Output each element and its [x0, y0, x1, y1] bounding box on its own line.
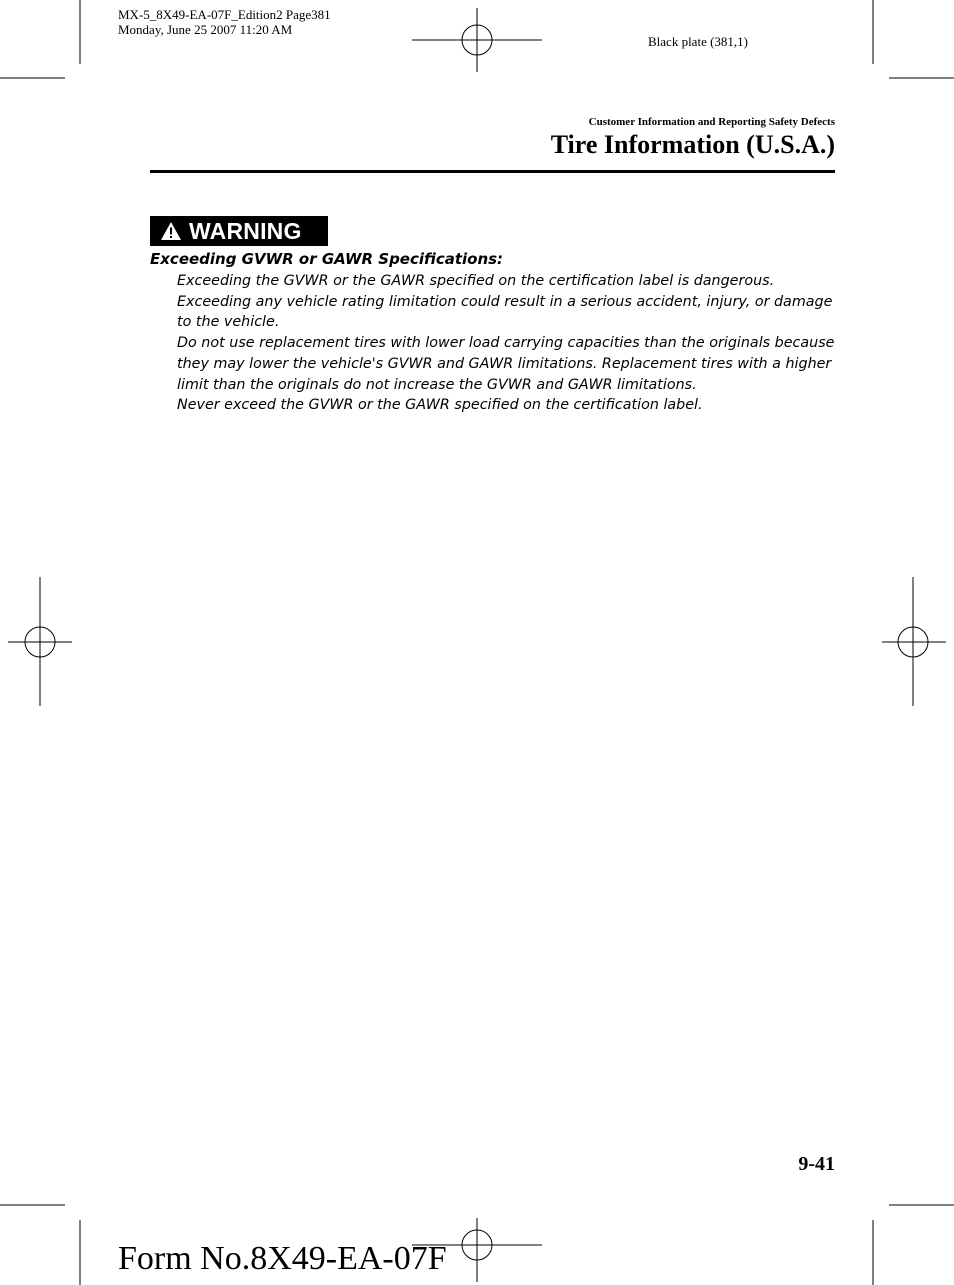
form-number: Form No.8X49-EA-07F: [118, 1240, 447, 1277]
warning-badge: [150, 216, 328, 246]
registration-mark-left: [8, 577, 72, 706]
print-info: [118, 7, 331, 37]
plate-label: Black plate (381,1): [648, 34, 748, 49]
section-label: Customer Information and Reporting Safety Defects: [588, 116, 835, 128]
warning-body: [177, 271, 837, 416]
print-date-line: Monday, June 25 2007 11:20 AM: [118, 22, 293, 37]
warning-paragraph: Exceeding the GVWR or the GAWR specified on the certification label is dangerous. Exceeding any vehicle rating limitation could result in a serious accident, injury, or damage to the vehicle.: [177, 273, 833, 331]
warning-heading: Exceeding GVWR or GAWR Specifications:: [150, 250, 504, 268]
page-title: Tire Information (U.S.A.): [550, 130, 835, 159]
page-number: 9-41: [798, 1153, 835, 1175]
warning-label: WARNING: [189, 217, 302, 244]
warning-paragraph: Do not use replacement tires with lower load carrying capacities than the originals because they may lower the vehicle's GVWR and GAWR limitations. Replacement tires with a higher limit than the originals do not increase the GVWR and GAWR limitations.: [177, 335, 835, 393]
registration-mark-top: [412, 8, 542, 72]
print-file-line: MX-5_8X49-EA-07F_Edition2 Page381: [118, 7, 331, 22]
registration-mark-right: [882, 577, 946, 706]
warning-triangle-icon: [160, 221, 182, 241]
warning-paragraph: Never exceed the GVWR or the GAWR specified on the certification label.: [177, 397, 703, 414]
title-rule: [150, 170, 835, 173]
